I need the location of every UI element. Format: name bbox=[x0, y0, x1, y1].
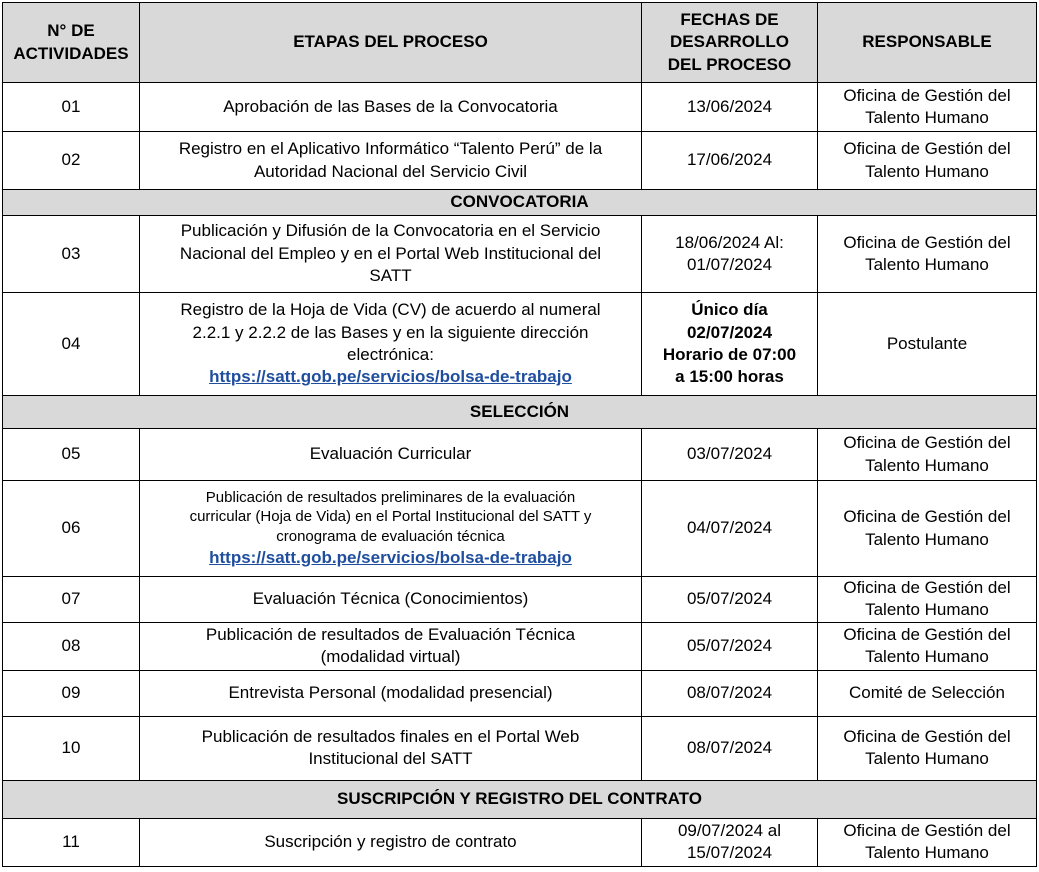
date-line: 05/07/2024 bbox=[686, 589, 773, 609]
responsible-line: Talento Humano bbox=[865, 108, 989, 127]
stage-cell bbox=[140, 429, 642, 481]
table-row bbox=[3, 716, 1037, 780]
date-cell bbox=[642, 818, 818, 866]
date-line: a 15:00 horas bbox=[675, 367, 784, 387]
stage-cell bbox=[140, 83, 642, 132]
header-row bbox=[3, 3, 1037, 83]
section-title: SELECCIÓN bbox=[3, 396, 1037, 429]
responsible-cell bbox=[818, 481, 1037, 577]
stage-line: Entrevista Personal (modalidad presencial) bbox=[228, 683, 553, 703]
stage-cell bbox=[140, 716, 642, 780]
activity-number: 11 bbox=[3, 818, 140, 866]
date-line: 18/06/2024 Al: bbox=[675, 232, 784, 252]
responsible-cell bbox=[818, 670, 1037, 716]
activity-number: 06 bbox=[3, 481, 140, 577]
schedule-table bbox=[2, 2, 1037, 867]
stage-cell bbox=[140, 481, 642, 577]
table-row bbox=[3, 132, 1037, 190]
stage-line: (modalidad virtual) bbox=[320, 647, 461, 667]
date-cell bbox=[642, 716, 818, 780]
date-line: 01/07/2024 bbox=[686, 255, 773, 274]
stage-line: Evaluación Curricular bbox=[309, 444, 472, 464]
responsible-line: Talento Humano bbox=[865, 600, 989, 620]
responsible-line: Talento Humano bbox=[865, 843, 989, 863]
header-dates-line: DEL PROCESO bbox=[667, 54, 792, 74]
table-row bbox=[3, 818, 1037, 866]
date-line: 08/07/2024 bbox=[686, 738, 773, 758]
date-cell bbox=[642, 216, 818, 293]
date-cell bbox=[642, 670, 818, 716]
responsible-line: Oficina de Gestión del bbox=[843, 820, 1011, 840]
stage-cell bbox=[140, 216, 642, 293]
activity-number: 01 bbox=[3, 83, 140, 132]
section-title: CONVOCATORIA bbox=[3, 190, 1037, 216]
activity-number: 03 bbox=[3, 216, 140, 293]
responsible-line: Talento Humano bbox=[865, 255, 989, 274]
stage-line: Publicación de resultados de Evaluación Técnica bbox=[205, 624, 576, 644]
header-dates-line: DESARROLLO bbox=[670, 32, 789, 52]
responsible-line: Oficina de Gestión del bbox=[843, 139, 1011, 159]
stage-line: Institucional del SATT bbox=[308, 749, 473, 769]
responsible-cell bbox=[818, 429, 1037, 481]
responsible-line: Postulante bbox=[886, 333, 968, 353]
stage-line: curricular (Hoja de Vida) en el Portal Institucional del SATT y bbox=[189, 508, 592, 526]
table-row bbox=[3, 83, 1037, 132]
table-row bbox=[3, 429, 1037, 481]
responsible-cell bbox=[818, 216, 1037, 293]
date-cell bbox=[642, 293, 818, 396]
stage-line: electrónica: bbox=[347, 345, 434, 364]
header-dates bbox=[642, 3, 818, 83]
date-cell bbox=[642, 83, 818, 132]
table-row bbox=[3, 216, 1037, 293]
responsible-cell bbox=[818, 83, 1037, 132]
responsible-line: Talento Humano bbox=[865, 161, 989, 181]
stage-line: Registro en el Aplicativo Informático “Talento Perú” de la bbox=[178, 139, 603, 159]
responsible-line: Talento Humano bbox=[865, 455, 989, 475]
date-cell bbox=[642, 132, 818, 190]
responsible-line: Comité de Selección bbox=[849, 683, 1005, 703]
section-row-convocatoria bbox=[3, 190, 1037, 216]
date-line: 05/07/2024 bbox=[686, 636, 773, 656]
stage-line: Autoridad Nacional del Servicio Civil bbox=[253, 161, 528, 181]
activity-number: 04 bbox=[3, 293, 140, 396]
table-row bbox=[3, 577, 1037, 623]
bolsa-de-trabajo-link[interactable]: https://satt.gob.pe/servicios/bolsa-de-trabajo bbox=[209, 367, 572, 387]
date-cell bbox=[642, 622, 818, 670]
stage-line: Publicación y Difusión de la Convocatoria en el Servicio bbox=[180, 221, 601, 241]
responsible-line: Oficina de Gestión del bbox=[843, 85, 1011, 105]
header-dates-line: FECHAS DE bbox=[680, 9, 779, 29]
section-title: SUSCRIPCIÓN Y REGISTRO DEL CONTRATO bbox=[3, 780, 1037, 818]
responsible-line: Oficina de Gestión del bbox=[843, 232, 1011, 252]
stage-line: Aprobación de las Bases de la Convocatoria bbox=[223, 96, 558, 116]
responsible-line: Oficina de Gestión del bbox=[843, 507, 1011, 527]
header-stages: ETAPAS DEL PROCESO bbox=[140, 3, 642, 83]
stage-cell bbox=[140, 670, 642, 716]
table-row bbox=[3, 670, 1037, 716]
table-row bbox=[3, 622, 1037, 670]
header-number bbox=[3, 3, 140, 83]
stage-cell bbox=[140, 622, 642, 670]
activity-number: 02 bbox=[3, 132, 140, 190]
responsible-cell bbox=[818, 293, 1037, 396]
date-line: Horario de 07:00 bbox=[662, 345, 797, 364]
responsible-line: Oficina de Gestión del bbox=[843, 578, 1011, 597]
responsible-line: Talento Humano bbox=[865, 529, 989, 549]
date-line: 03/07/2024 bbox=[686, 444, 773, 464]
section-row-seleccion bbox=[3, 396, 1037, 429]
activity-number: 10 bbox=[3, 716, 140, 780]
stage-line: Evaluación Técnica (Conocimientos) bbox=[252, 589, 529, 609]
header-responsible: RESPONSABLE bbox=[818, 3, 1037, 83]
date-line: 17/06/2024 bbox=[686, 150, 773, 170]
stage-line: Publicación de resultados preliminares de la evaluación bbox=[205, 488, 576, 506]
table-row bbox=[3, 481, 1037, 577]
date-line: Único día bbox=[691, 300, 768, 320]
responsible-cell bbox=[818, 577, 1037, 623]
date-cell bbox=[642, 481, 818, 577]
responsible-line: Talento Humano bbox=[865, 647, 989, 667]
responsible-cell bbox=[818, 132, 1037, 190]
stage-line: 2.2.1 y 2.2.2 de las Bases y en la siguiente dirección bbox=[192, 322, 589, 342]
bolsa-de-trabajo-link[interactable]: https://satt.gob.pe/servicios/bolsa-de-trabajo bbox=[209, 547, 572, 567]
header-number-line: ACTIVIDADES bbox=[13, 43, 129, 63]
date-line: 02/07/2024 bbox=[686, 322, 773, 342]
date-line: 15/07/2024 bbox=[686, 843, 773, 863]
responsible-line: Oficina de Gestión del bbox=[843, 726, 1011, 746]
responsible-cell bbox=[818, 818, 1037, 866]
activity-number: 08 bbox=[3, 622, 140, 670]
stage-line: Publicación de resultados finales en el Portal Web bbox=[201, 726, 580, 746]
date-cell bbox=[642, 429, 818, 481]
section-row-suscripcion bbox=[3, 780, 1037, 818]
responsible-cell bbox=[818, 622, 1037, 670]
date-line: 09/07/2024 al bbox=[677, 820, 782, 840]
stage-line: Registro de la Hoja de Vida (CV) de acuerdo al numeral bbox=[180, 300, 601, 320]
stage-cell bbox=[140, 293, 642, 396]
stage-line: Nacional del Empleo y en el Portal Web Institucional del bbox=[179, 243, 602, 263]
date-line: 08/07/2024 bbox=[686, 683, 773, 703]
responsible-line: Oficina de Gestión del bbox=[843, 624, 1011, 644]
responsible-cell bbox=[818, 716, 1037, 780]
activity-number: 05 bbox=[3, 429, 140, 481]
responsible-line: Talento Humano bbox=[865, 749, 989, 769]
header-number-line: N° DE bbox=[47, 21, 95, 41]
stage-line: Suscripción y registro de contrato bbox=[264, 832, 517, 852]
stage-line: cronograma de evaluación técnica bbox=[276, 528, 505, 546]
table-row bbox=[3, 293, 1037, 396]
activity-number: 07 bbox=[3, 577, 140, 623]
date-line: 13/06/2024 bbox=[686, 96, 773, 116]
date-line: 04/07/2024 bbox=[686, 518, 773, 538]
responsible-line: Oficina de Gestión del bbox=[843, 433, 1011, 453]
date-cell bbox=[642, 577, 818, 623]
stage-cell bbox=[140, 132, 642, 190]
stage-line: SATT bbox=[369, 266, 412, 286]
stage-cell bbox=[140, 577, 642, 623]
stage-cell bbox=[140, 818, 642, 866]
activity-number: 09 bbox=[3, 670, 140, 716]
